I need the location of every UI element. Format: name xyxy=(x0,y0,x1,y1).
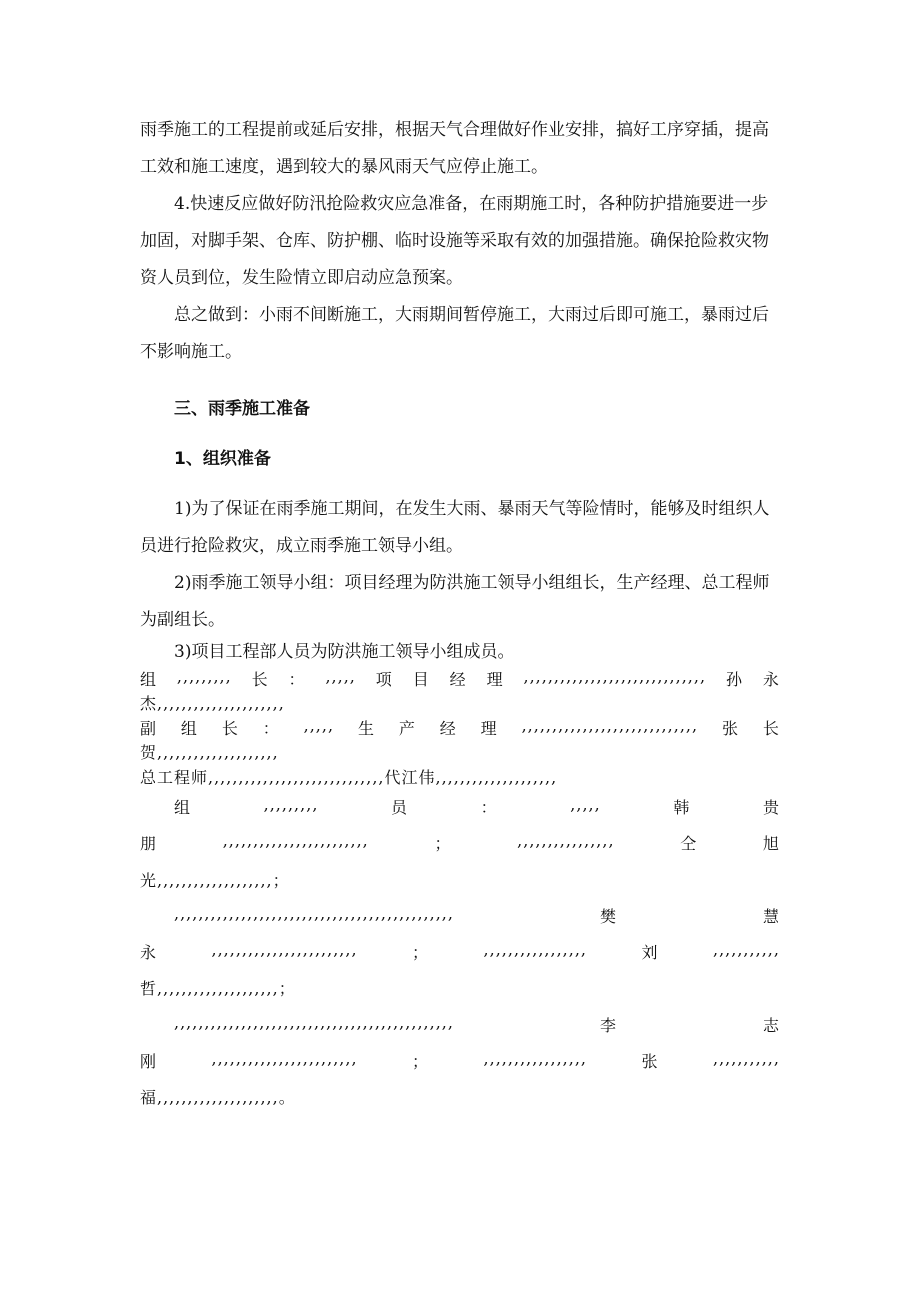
roster-text: ,,,,,,,,,,,,,,,,,,,,,,,,,,,,, xyxy=(521,716,699,735)
roster-text: ,,,,,,,,, xyxy=(176,667,232,686)
roster-text: ,,,,,,,,,,,,,,,,, xyxy=(483,1049,588,1068)
roster-text: 志 xyxy=(762,1016,780,1035)
roster-text: 长 xyxy=(762,719,780,738)
roster-text: ,,,,,,,,,,, xyxy=(713,940,780,959)
roster-text: ,,,,,,,,,,,,,,,,,,,,,,,,,,,,,,,,,,,,,,,,,,,,,, xyxy=(174,904,454,923)
roster-text: 理 xyxy=(486,670,504,689)
roster-text: 理 xyxy=(480,719,498,738)
roster-leader-cont: 杰,,,,,,,,,,,,,,,,,,,,, xyxy=(140,694,285,713)
roster-text: ,,,,, xyxy=(570,795,601,814)
roster-member-row-2 xyxy=(140,831,780,854)
roster-text: ,,,,,,,,,,, xyxy=(713,1049,780,1068)
roster-text: 永 xyxy=(762,670,780,689)
roster-text: ： xyxy=(480,798,498,817)
subsection-heading: 1、组织准备 xyxy=(174,449,271,469)
roster-text: ； xyxy=(412,1052,430,1071)
roster-text: 项 xyxy=(375,670,393,689)
roster-text: 贵 xyxy=(762,798,780,817)
roster-text: 张 xyxy=(641,1052,659,1071)
roster-text: 生 xyxy=(357,719,375,738)
section-heading: 三、雨季施工准备 xyxy=(174,399,310,419)
roster-member-row-7 xyxy=(140,1013,780,1036)
roster-leader-row xyxy=(140,667,780,690)
roster-deputy-row xyxy=(140,716,780,739)
roster-text: 产 xyxy=(398,719,416,738)
roster-text: ,,,,,,,,,,,,,,,,,,,,,,,, xyxy=(211,940,358,959)
roster-text: ： xyxy=(262,719,280,738)
roster-text: 员 xyxy=(391,798,409,817)
roster-text: 目 xyxy=(412,670,430,689)
roster-text: 慧 xyxy=(762,907,780,926)
item-1: 1)为了保证在雨季施工期间，在发生大雨、暴雨天气等险情时，能够及时组织人员进行抢险救灾，成立雨季施工领导小组。 xyxy=(140,499,770,556)
item-2: 2)雨季施工领导小组：项目经理为防洪施工领导小组组长，生产经理、总工程师为副组长。 xyxy=(140,573,770,630)
roster-member-row-9: 福,,,,,,,,,,,,,,,,,,,,。 xyxy=(140,1088,296,1107)
roster-text: 永 xyxy=(140,943,158,962)
roster-text: ,,,,,,,,,,,,,,,,, xyxy=(483,940,588,959)
roster-text: 长 xyxy=(221,719,239,738)
roster-members-row xyxy=(140,795,780,818)
roster-member-row-5 xyxy=(140,940,780,963)
roster-text: ： xyxy=(288,670,306,689)
roster-chief-engineer: 总工程师,,,,,,,,,,,,,,,,,,,,,,,,,,,,,代江伟,,,,,,,,,,,,,,,,,,,, xyxy=(140,768,558,787)
roster-text: 经 xyxy=(439,719,457,738)
roster-text: ,,,,,,,,,,,,,,,,,,,,,,,,,,,,,, xyxy=(523,667,707,686)
roster-deputy-cont: 贺,,,,,,,,,,,,,,,,,,,, xyxy=(140,743,279,762)
roster-text: 旭 xyxy=(762,834,780,853)
roster-member-row-6: 哲,,,,,,,,,,,,,,,,,,,,； xyxy=(140,979,296,998)
item-3: 3)项目工程部人员为防洪施工领导小组成员。 xyxy=(174,642,515,662)
roster-text: ,,,,, xyxy=(325,667,356,686)
paragraph-summary: 总之做到：小雨不间断施工，大雨期间暂停施工，大雨过后即可施工，暴雨过后不影响施工。 xyxy=(140,305,769,362)
roster-text: 组 xyxy=(180,719,198,738)
roster-text: ,,,,,,,,,,,,,,,,,,,,,,,, xyxy=(211,1049,358,1068)
roster-text: 副 xyxy=(140,719,158,738)
roster-text: ； xyxy=(412,943,430,962)
roster-text: 仝 xyxy=(680,834,698,853)
roster-text: 长 xyxy=(251,670,269,689)
roster-text: 经 xyxy=(449,670,467,689)
paragraph-schedule: 雨季施工的工程提前或延后安排，根据天气合理做好作业安排，搞好工序穿插，提高工效和施工速度，遇到较大的暴风雨天气应停止施工。 xyxy=(140,120,769,177)
roster-text: 刘 xyxy=(641,943,659,962)
roster-text: 组 xyxy=(140,670,158,689)
roster-text: ,,,,,,,,,,,,,,,, xyxy=(517,831,615,850)
paragraph-emergency-prep: 4.快速反应做好防汛抢险救灾应急准备，在雨期施工时，各种防护措施要进一步加固，对脚手架、仓库、防护棚、临时设施等采取有效的加强措施。确保抢险救灾物资人员到位，发生险情立即启动应急预案。 xyxy=(140,194,769,288)
roster-text: ,,,,,,,,,,,,,,,,,,,,,,,,,,,,,,,,,,,,,,,,,,,,,, xyxy=(174,1013,454,1032)
roster-text: 朋 xyxy=(140,834,158,853)
roster-member-row-3: 光,,,,,,,,,,,,,,,,,,,； xyxy=(140,871,290,890)
roster-text: 樊 xyxy=(599,907,617,926)
roster-text: 组 xyxy=(174,798,192,817)
roster-text: 李 xyxy=(599,1016,617,1035)
roster-text: ,,,,, xyxy=(303,716,335,735)
roster-text: ,,,,,,,,, xyxy=(263,795,319,814)
roster-text: ； xyxy=(434,834,452,853)
roster-text: 张 xyxy=(721,719,739,738)
roster-text: 刚 xyxy=(140,1052,158,1071)
roster-text: 韩 xyxy=(673,798,691,817)
roster-member-row-8 xyxy=(140,1049,780,1072)
roster-member-row-4 xyxy=(140,904,780,927)
roster-text: 孙 xyxy=(725,670,743,689)
roster-text: ,,,,,,,,,,,,,,,,,,,,,,,, xyxy=(222,831,369,850)
